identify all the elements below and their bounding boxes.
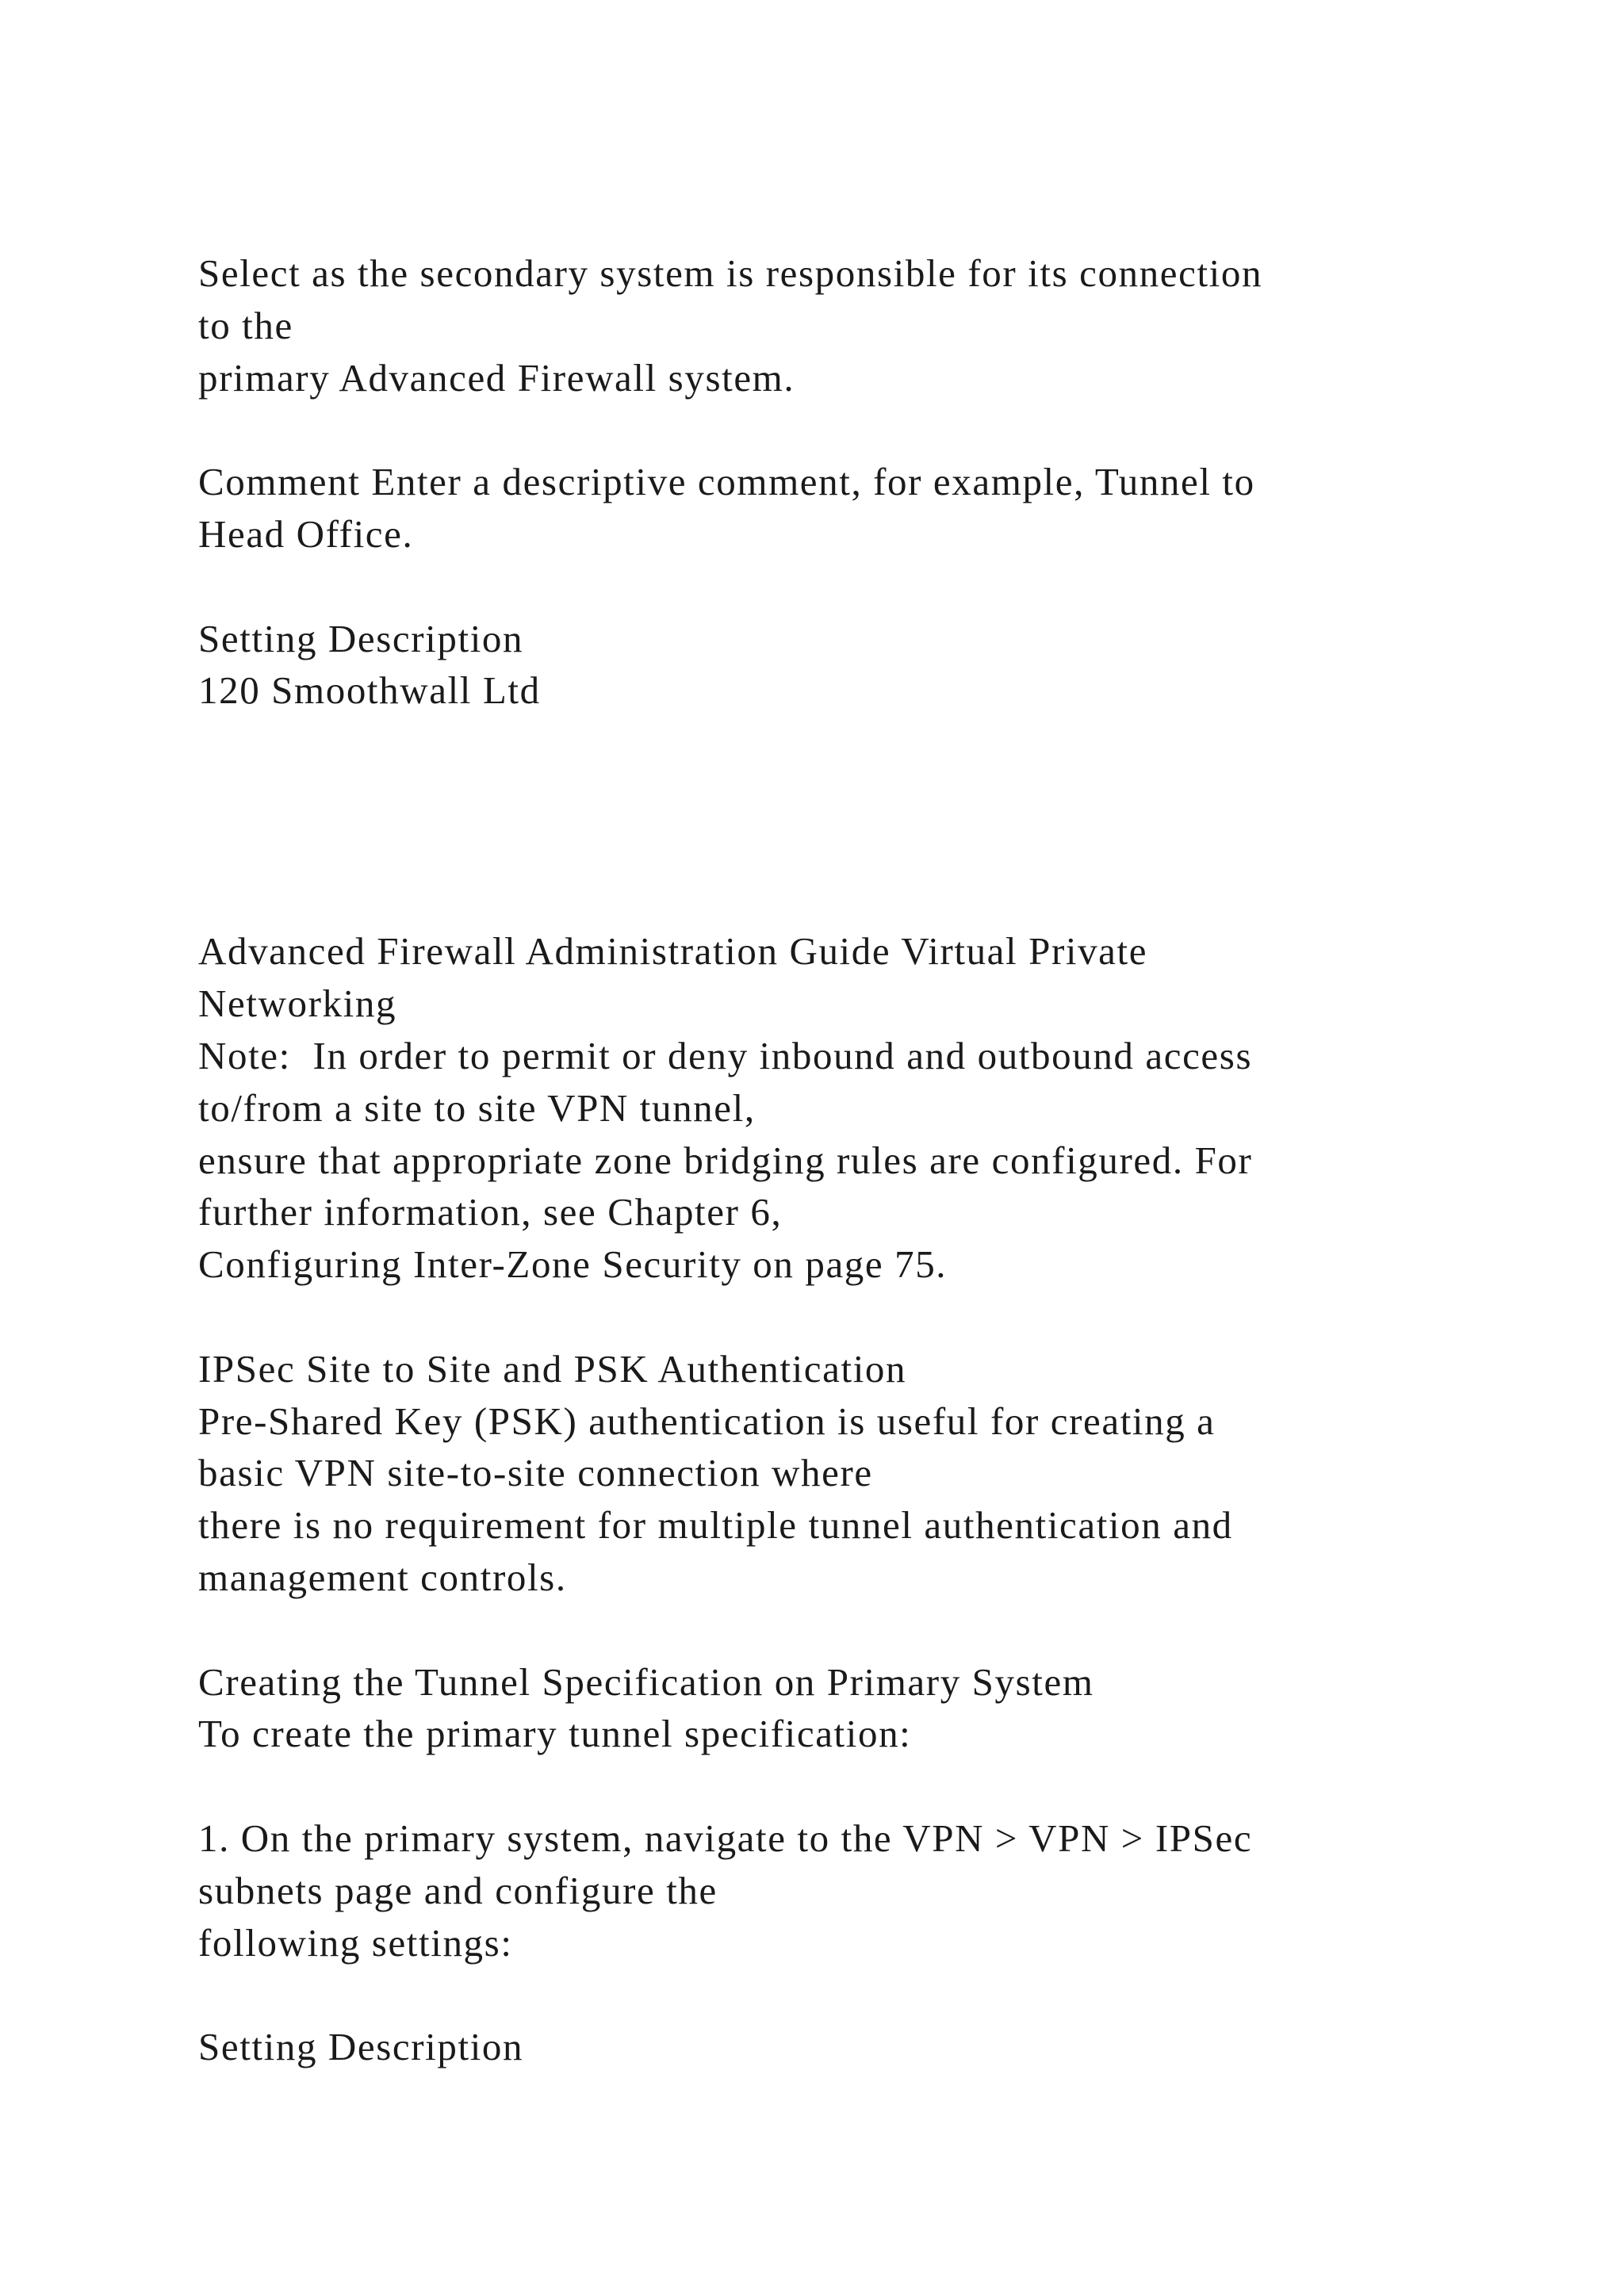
document-body bbox=[198, 247, 1499, 2073]
text-line: primary Advanced Firewall system. bbox=[198, 355, 795, 400]
blank-line bbox=[198, 1291, 1499, 1343]
text-line: Head Office. bbox=[198, 511, 414, 556]
table-header-line: Setting Description bbox=[198, 616, 524, 660]
note-line: to/from a site to site VPN tunnel, bbox=[198, 1085, 756, 1130]
blank-line bbox=[198, 717, 1499, 769]
page-header-line: Advanced Firewall Administration Guide Virtual Private bbox=[198, 929, 1148, 974]
text-line: Comment Enter a descriptive comment, for example, Tunnel to bbox=[198, 460, 1255, 504]
text-line: basic VPN site-to-site connection where bbox=[198, 1451, 873, 1495]
step-line: subnets page and configure the bbox=[198, 1868, 718, 1912]
text-line: Pre-Shared Key (PSK) authentication is useful for creating a bbox=[198, 1399, 1216, 1443]
text-line: To create the primary tunnel specification: bbox=[198, 1712, 912, 1756]
text-line: there is no requirement for multiple tunnel authentication and bbox=[198, 1503, 1233, 1548]
blank-line bbox=[198, 874, 1499, 926]
blank-line bbox=[198, 404, 1499, 456]
blank-line bbox=[198, 1760, 1499, 1812]
page-footer-line: 120 Smoothwall Ltd bbox=[198, 668, 541, 713]
section-heading: IPSec Site to Site and PSK Authentication bbox=[198, 1346, 907, 1391]
section-heading: Creating the Tunnel Specification on Primary System bbox=[198, 1659, 1094, 1704]
text-line: Select as the secondary system is responsible for its connection bbox=[198, 251, 1263, 295]
note-line: Configuring Inter-Zone Security on page 75. bbox=[198, 1242, 948, 1287]
note-line: Note: In order to permit or deny inbound and outbound access bbox=[198, 1033, 1253, 1077]
note-line: ensure that appropriate zone bridging rules are configured. For bbox=[198, 1138, 1253, 1182]
page-header-line: Networking bbox=[198, 982, 397, 1026]
blank-line bbox=[198, 769, 1499, 821]
note-line: further information, see Chapter 6, bbox=[198, 1190, 783, 1234]
blank-line bbox=[198, 1969, 1499, 2021]
text-line: management controls. bbox=[198, 1555, 567, 1599]
step-line: 1. On the primary system, navigate to the VPN > VPN > IPSec bbox=[198, 1816, 1253, 1860]
blank-line bbox=[198, 821, 1499, 874]
blank-line bbox=[198, 561, 1499, 613]
table-header-line: Setting Description bbox=[198, 2025, 524, 2069]
step-line: following settings: bbox=[198, 1920, 513, 1965]
text-line: to the bbox=[198, 303, 293, 347]
blank-line bbox=[198, 1604, 1499, 1656]
